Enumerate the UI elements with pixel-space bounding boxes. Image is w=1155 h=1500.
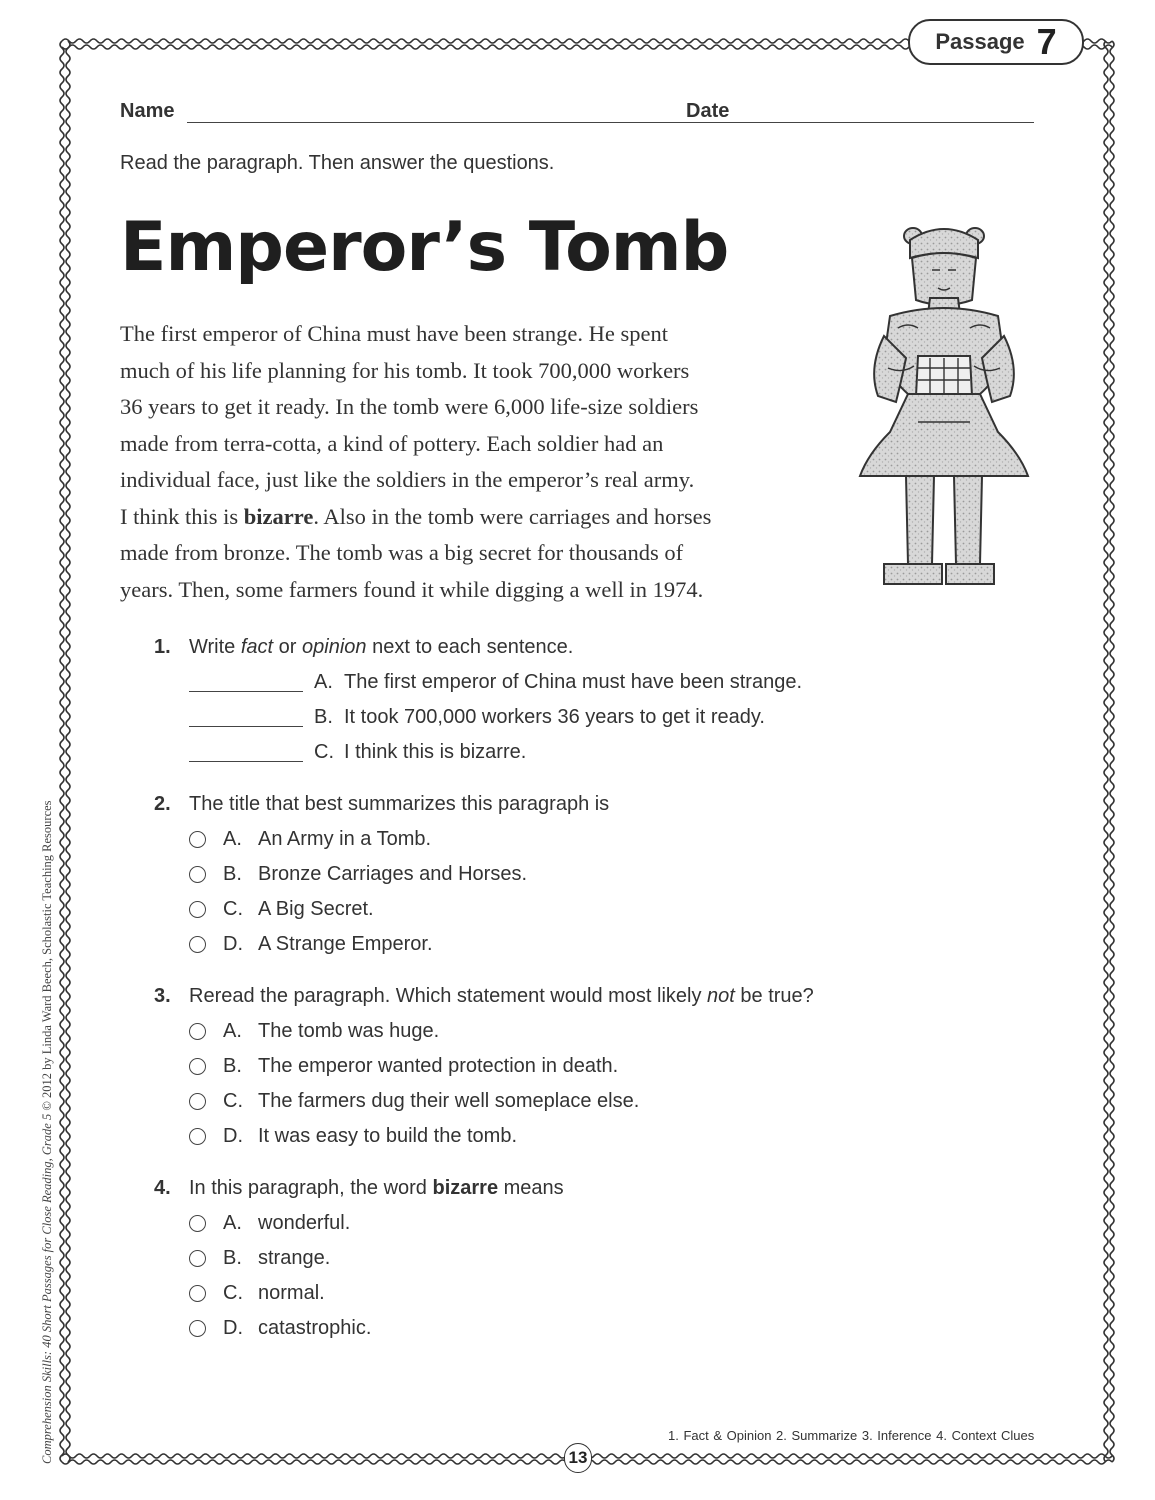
- passage-line: made from bronze. The tomb was a big secret for thousands of: [120, 540, 684, 565]
- option-text: catastrophic.: [258, 1317, 372, 1339]
- option-text: The tomb was huge.: [258, 1020, 440, 1042]
- passage-line: individual face, just like the soldiers in the emperor’s real army.: [120, 467, 695, 492]
- question-text-part: Reread the paragraph. Which statement would most likely: [189, 985, 708, 1007]
- answer-bubble[interactable]: [189, 831, 206, 848]
- date-label: Date: [686, 100, 730, 122]
- option-letter: C.: [223, 1090, 243, 1112]
- answer-bubble[interactable]: [189, 866, 206, 883]
- answer-bubble[interactable]: [189, 1285, 206, 1302]
- passage-text: . Also in the tomb were carriages and horses: [313, 503, 712, 529]
- option-letter: A.: [223, 828, 242, 850]
- passage-line: made from terra-cotta, a kind of pottery. Each soldier had an: [120, 430, 664, 456]
- option-letter: B.: [223, 863, 242, 885]
- answer-blank[interactable]: [189, 691, 303, 692]
- item-letter: C.: [314, 741, 334, 763]
- option-text: The farmers dug their well someplace else.: [258, 1090, 640, 1112]
- item-letter: A.: [314, 671, 333, 693]
- border-wave: [60, 41, 64, 1462]
- answer-bubble[interactable]: [189, 1058, 206, 1075]
- copyright-text: © 2012 by Linda Ward Beech, Scholastic Teaching Resources: [40, 800, 54, 1114]
- item-text: The first emperor of China must have been strange.: [344, 671, 803, 693]
- item-letter: B.: [314, 706, 333, 728]
- answer-bubble[interactable]: [189, 901, 206, 918]
- option-letter: D.: [223, 1317, 243, 1339]
- option-letter: B.: [223, 1055, 242, 1077]
- item-text: I think this is bizarre.: [344, 741, 527, 763]
- passage-line: [120, 499, 820, 536]
- passage-line: The first emperor of China must have been strange. He spent: [120, 321, 668, 346]
- terracotta-soldier-illustration: [848, 218, 1038, 588]
- question-text: [189, 985, 814, 1008]
- option-letter: D.: [223, 1125, 243, 1147]
- name-date-row: [120, 100, 1035, 128]
- passage-line: 36 years to get it ready. In the tomb were 6,000 life-size soldiers: [120, 394, 699, 419]
- question-text-part: next to each sentence.: [366, 636, 574, 658]
- option-text: A Big Secret.: [258, 898, 374, 920]
- item-text: It took 700,000 workers 36 years to get it ready.: [344, 706, 765, 728]
- answer-blank[interactable]: [189, 726, 303, 727]
- answer-bubble[interactable]: [189, 1320, 206, 1337]
- passage-line: years. Then, some farmers found it while digging a well in 1974.: [120, 576, 704, 602]
- answer-bubble[interactable]: [189, 1215, 206, 1232]
- passage-label: Passage: [935, 29, 1025, 54]
- option-text: wonderful.: [258, 1212, 351, 1234]
- name-label: Name: [120, 100, 175, 122]
- passage-bold-word: bizarre: [243, 503, 314, 529]
- border-wave: [1110, 41, 1114, 1462]
- answer-blank[interactable]: [189, 761, 303, 762]
- date-field[interactable]: [734, 122, 1034, 123]
- question-number: 2.: [154, 793, 171, 815]
- border-wave: [66, 41, 70, 1462]
- answer-bubble[interactable]: [189, 1250, 206, 1267]
- passage-text: I think this is: [120, 503, 244, 529]
- answer-bubble[interactable]: [189, 936, 206, 953]
- option-letter: A.: [223, 1212, 242, 1234]
- answer-bubble[interactable]: [189, 1023, 206, 1040]
- option-text: It was easy to build the tomb.: [258, 1125, 518, 1147]
- question-number: 4.: [154, 1177, 171, 1199]
- passage-tab: [908, 19, 1084, 65]
- instructions: Read the paragraph. Then answer the questions.: [120, 152, 555, 174]
- answer-bubble[interactable]: [189, 1128, 206, 1145]
- question-text: [189, 1177, 564, 1200]
- option-text: A Strange Emperor.: [258, 933, 433, 955]
- question-text-part: In this paragraph, the word: [189, 1177, 433, 1199]
- passage-number: 7: [1036, 21, 1057, 62]
- question-text-part: Write: [189, 636, 241, 658]
- option-letter: C.: [223, 898, 243, 920]
- option-letter: B.: [223, 1247, 242, 1269]
- question-italic-opinion: opinion: [302, 636, 367, 658]
- answer-bubble[interactable]: [189, 1093, 206, 1110]
- question-text: [189, 636, 573, 659]
- option-text: strange.: [258, 1247, 331, 1269]
- option-letter: A.: [223, 1020, 242, 1042]
- question-text-part: be true?: [734, 985, 814, 1007]
- copyright-title: Comprehension Skills: 40 Short Passages for Close Reading, Grade 5: [40, 1113, 54, 1464]
- question-italic-not: not: [707, 985, 735, 1007]
- question-number: 1.: [154, 636, 171, 658]
- question-italic-fact: fact: [240, 636, 274, 658]
- option-text: Bronze Carriages and Horses.: [258, 863, 528, 885]
- question-text: The title that best summarizes this paragraph is: [189, 793, 610, 815]
- page-title: Emperor’s Tomb: [120, 208, 729, 287]
- option-text: normal.: [258, 1282, 325, 1304]
- skills-footer: 1. Fact & Opinion 2. Summarize 3. Inference 4. Context Clues: [668, 1428, 1035, 1443]
- question-number: 3.: [154, 985, 171, 1007]
- border-wave: [1104, 41, 1108, 1462]
- option-letter: D.: [223, 933, 243, 955]
- reading-passage: [120, 316, 820, 608]
- question-text-part: means: [498, 1177, 564, 1199]
- page-number: 13: [564, 1443, 592, 1473]
- option-letter: C.: [223, 1282, 243, 1304]
- question-text-part: or: [273, 636, 303, 658]
- question-bold-word: bizarre: [432, 1177, 499, 1199]
- option-text: The emperor wanted protection in death.: [258, 1055, 619, 1077]
- passage-line: much of his life planning for his tomb. It took 700,000 workers: [120, 357, 690, 383]
- copyright-notice: [40, 800, 55, 1464]
- option-text: An Army in a Tomb.: [258, 828, 432, 850]
